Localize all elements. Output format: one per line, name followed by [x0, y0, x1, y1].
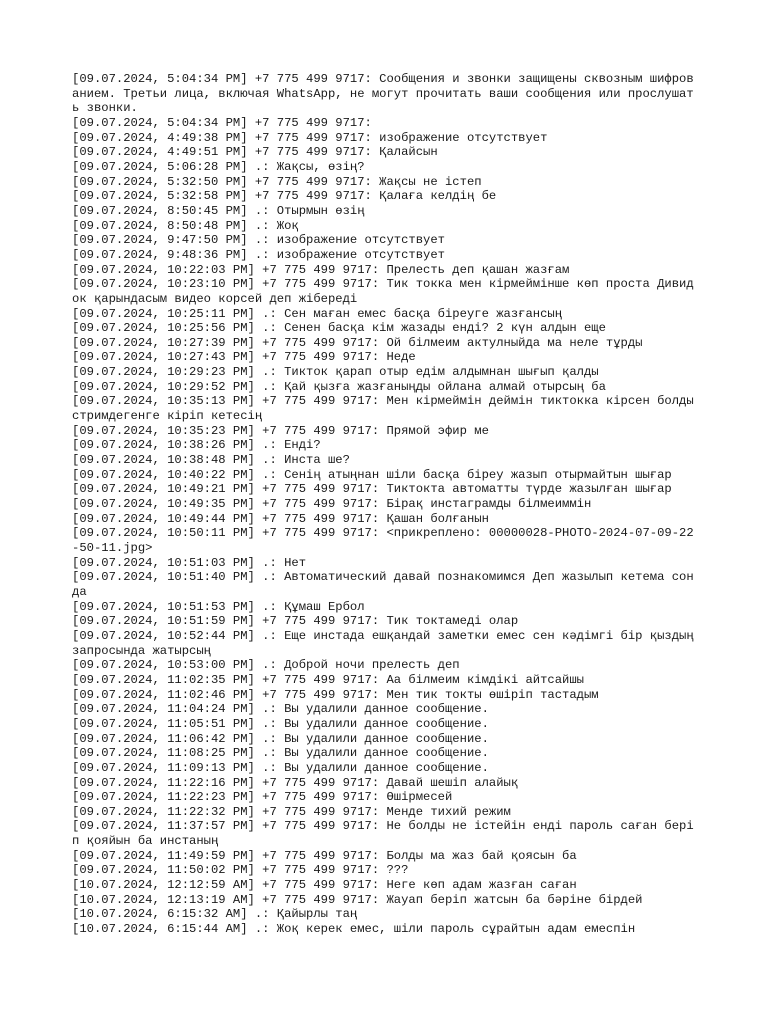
chat-log-line: [09.07.2024, 10:49:35 PM] +7 775 499 9717: Бірақ инстаграмды білмеиммін [72, 497, 592, 512]
chat-log-line: [09.07.2024, 4:49:51 PM] +7 775 499 9717: Қалайсын [72, 145, 438, 160]
chat-log-line: [09.07.2024, 10:38:26 PM] .: Енді? [72, 438, 321, 453]
chat-log-line: [09.07.2024, 11:04:24 PM] .: Вы удалили данное сообщение. [72, 702, 489, 717]
chat-log-line: [09.07.2024, 10:29:52 PM] .: Қай қызға жазғаныңды ойлана алмай отырсың ба [72, 379, 606, 394]
chat-log-line: [09.07.2024, 10:38:48 PM] .: Инста ше? [72, 453, 350, 468]
chat-log-line: [09.07.2024, 11:37:57 PM] +7 775 499 9717: Не болды не істейін енді пароль саған беріп қояйын ба инстаның [72, 819, 694, 849]
chat-log-line: [09.07.2024, 5:32:58 PM] +7 775 499 9717: Қалаға келдің бе [72, 189, 497, 204]
chat-log-line: [09.07.2024, 10:51:59 PM] +7 775 499 9717: Тик токтамеді олар [72, 614, 519, 629]
chat-log-line: [09.07.2024, 10:49:21 PM] +7 775 499 9717: Тиктокта автоматты түрде жазылған шығар [72, 482, 672, 497]
chat-log-line: [09.07.2024, 11:02:35 PM] +7 775 499 9717: Аа білмеим кімдікі айтсайшы [72, 672, 584, 687]
chat-log-line: [09.07.2024, 10:25:11 PM] .: Сен маған емес басқа біреуге жазғансың [72, 306, 563, 321]
chat-log-line: [09.07.2024, 10:51:40 PM] .: Автоматический давай познакомимся Деп жазылып кетема сонда [72, 570, 694, 599]
chat-log-line: [09.07.2024, 10:27:43 PM] +7 775 499 9717: Неде [72, 350, 416, 365]
chat-log-line: [10.07.2024, 6:15:32 AM] .: Қайырлы таң [72, 907, 358, 922]
chat-log-line: [09.07.2024, 10:35:13 PM] +7 775 499 9717: Мен кірмеймін деймін тиктокка кірсен болды стримдегенге кіріп кетесің [72, 394, 701, 424]
chat-log-line: [09.07.2024, 11:08:25 PM] .: Вы удалили данное сообщение. [72, 746, 489, 761]
chat-log-line: [09.07.2024, 10:23:10 PM] +7 775 499 9717: Тик токка мен кірмеймінше көп проста Дивидок қарындасым видео корсей деп жібереді [72, 277, 694, 306]
chat-log-line: [09.07.2024, 10:40:22 PM] .: Сенің атыңнан шіли басқа біреу жазып отырмайтын шығар [72, 467, 672, 482]
chat-log-line: [09.07.2024, 11:22:16 PM] +7 775 499 9717: Давай шешіп алайық [72, 775, 519, 790]
chat-log-line: [09.07.2024, 10:29:23 PM] .: Тикток қарап отыр едім алдымнан шығып қалды [72, 365, 599, 380]
chat-log-line: [09.07.2024, 10:51:03 PM] .: Нет [72, 555, 307, 570]
chat-log-line: [09.07.2024, 4:49:38 PM] +7 775 499 9717: изображение отсутствует [72, 130, 548, 145]
chat-log-line: [10.07.2024, 12:12:59 AM] +7 775 499 9717: Неге көп адам жазған саған [72, 878, 577, 893]
chat-log-line: [09.07.2024, 11:05:51 PM] .: Вы удалили данное сообщение. [72, 716, 489, 731]
chat-log-line: [10.07.2024, 12:13:19 AM] +7 775 499 9717: Жауап беріп жатсын ба бәріне бірдей [72, 892, 643, 907]
chat-log-line: [09.07.2024, 11:50:02 PM] +7 775 499 9717: ??? [72, 863, 409, 878]
chat-log-line: [09.07.2024, 5:04:34 PM] +7 775 499 9717: Сообщения и звонки защищены сквозным шифрованием. Третьи лица, включая WhatsApp, не могут прочитать ваши сообщения или прослушать звонки. [72, 72, 694, 116]
chat-log-line: [09.07.2024, 10:49:44 PM] +7 775 499 9717: Қашан болғанын [72, 511, 489, 526]
chat-log-line: [09.07.2024, 10:22:03 PM] +7 775 499 9717: Прелесть деп қашан жазғам [72, 262, 570, 277]
chat-log-line: [09.07.2024, 11:02:46 PM] +7 775 499 9717: Мен тик токты өшіріп тастадым [72, 687, 599, 702]
chat-log-line: [10.07.2024, 6:15:44 AM] .: Жоқ керек емес, шіли пароль сұрайтын адам емеспін [72, 922, 636, 937]
chat-log-line: [09.07.2024, 10:51:53 PM] .: Құмаш Ербол [72, 599, 365, 614]
chat-log-line: [09.07.2024, 10:35:23 PM] +7 775 499 9717: Прямой эфир ме [72, 423, 489, 438]
chat-log-line: [09.07.2024, 5:32:50 PM] +7 775 499 9717: Жақсы не істеп [72, 174, 482, 189]
chat-log-line: [09.07.2024, 11:22:32 PM] +7 775 499 9717: Менде тихий режим [72, 804, 511, 819]
chat-log-line: [09.07.2024, 11:09:13 PM] .: Вы удалили данное сообщение. [72, 760, 489, 775]
chat-log-line: [09.07.2024, 10:52:44 PM] .: Еще инстада ешқандай заметки емес сен кәдімгі бір қыздың запросында жатырсың [72, 628, 701, 658]
chat-log-line: [09.07.2024, 9:47:50 PM] .: изображение отсутствует [72, 233, 445, 248]
chat-log-line: [09.07.2024, 8:50:48 PM] .: Жоқ [72, 218, 299, 233]
chat-log-line: [09.07.2024, 10:53:00 PM] .: Доброй ночи прелесть деп [72, 658, 460, 673]
chat-log-line: [09.07.2024, 11:22:23 PM] +7 775 499 9717: Өшірмесей [72, 790, 453, 805]
chat-log-line: [09.07.2024, 9:48:36 PM] .: изображение отсутствует [72, 247, 445, 262]
chat-log-line: [09.07.2024, 10:27:39 PM] +7 775 499 9717: Ой білмеим актулныйда ма неле тұрды [72, 335, 643, 350]
chat-log-line: [09.07.2024, 8:50:45 PM] .: Отырмын өзің [72, 203, 365, 218]
chat-log-line: [09.07.2024, 11:06:42 PM] .: Вы удалили данное сообщение. [72, 731, 489, 746]
chat-log-line: [09.07.2024, 10:50:11 PM] +7 775 499 9717: <прикреплено: 00000028-PHOTO-2024-07-09-22-50-11.jpg> [72, 526, 694, 555]
chat-log-document [72, 72, 700, 937]
chat-log-line: [09.07.2024, 5:06:28 PM] .: Жақсы, өзің? [72, 159, 365, 174]
chat-log-line: [09.07.2024, 5:04:34 PM] +7 775 499 9717: [72, 115, 372, 130]
chat-log-line: [09.07.2024, 11:49:59 PM] +7 775 499 9717: Болды ма жаз бай қоясын ба [72, 848, 577, 863]
chat-log-line: [09.07.2024, 10:25:56 PM] .: Сенен басқа кім жазады енді? 2 күн алдын еще [72, 321, 606, 336]
